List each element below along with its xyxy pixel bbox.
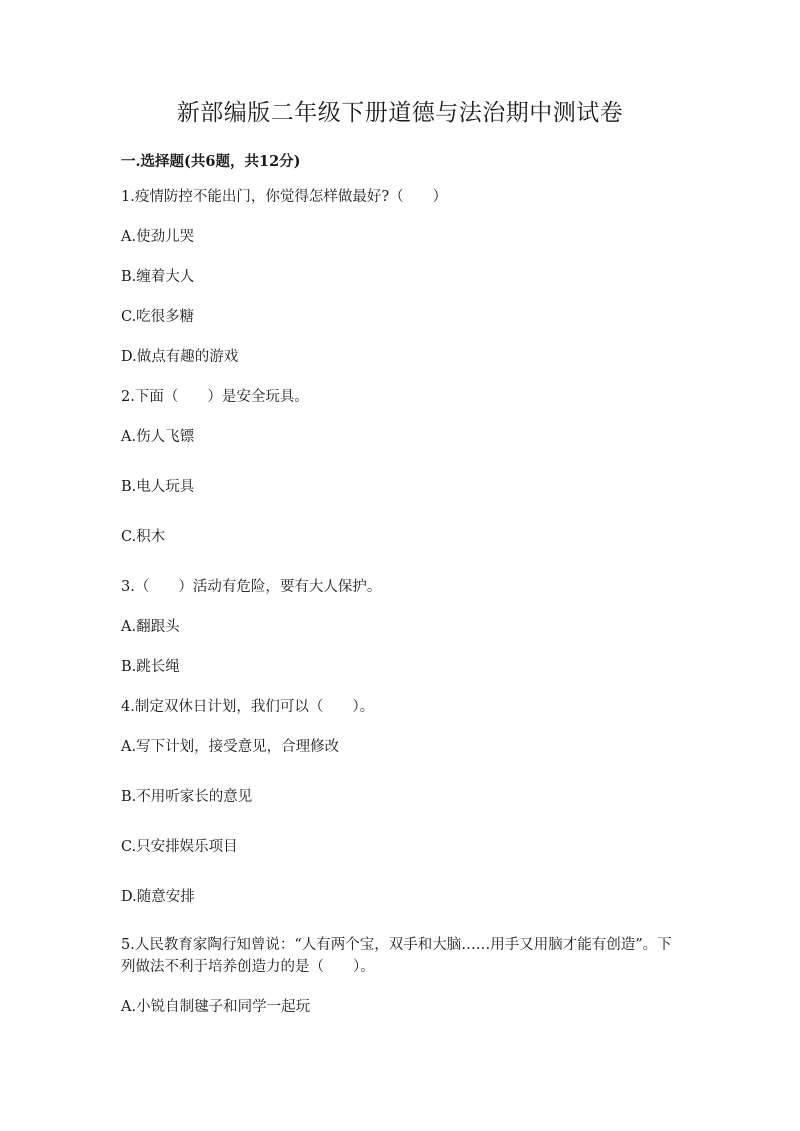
question-2-option-c: C.积木 [121,529,166,545]
question-1-option-b: B.缠着大人 [121,269,195,285]
question-5-stem: 5.人民教育家陶行知曾说：“人有两个宝，双手和大脑……用手又用脑才能有创造”。下列做法不利于培养创造力的是（ ）。 [121,937,672,975]
question-2-option-b: B.电人玩具 [121,479,195,495]
question-4-stem: 4.制定双休日计划，我们可以（ ）。 [121,699,375,715]
question-2-option-a: A.伤人飞镖 [121,429,195,445]
question-3-stem: 3.（ ）活动有危险，要有大人保护。 [121,579,382,595]
question-2-stem: 2.下面（ ）是安全玩具。 [121,389,309,405]
question-3-option-b: B.跳长绳 [121,659,180,675]
question-1-option-d: D.做点有趣的游戏 [121,349,239,365]
section-heading: 一.选择题(共6题，共12分) [121,153,301,170]
page-title: 新部编版二年级下册道德与法治期中测试卷 [176,100,624,126]
question-4-option-a: A.写下计划，接受意见，合理修改 [121,739,340,755]
question-1-option-a: A.使劲儿哭 [121,229,195,245]
question-3-option-a: A.翻跟头 [121,619,180,635]
question-4-option-d: D.随意安排 [121,889,195,905]
question-1-stem: 1.疫情防控不能出门，你觉得怎样做最好?（ ） [121,189,448,205]
question-4-option-b: B.不用听家长的意见 [121,789,253,805]
question-1-option-c: C.吃很多糖 [121,309,195,325]
question-5-option-a: A.小锐自制毽子和同学一起玩 [121,999,311,1015]
question-4-option-c: C.只安排娱乐项目 [121,839,238,855]
